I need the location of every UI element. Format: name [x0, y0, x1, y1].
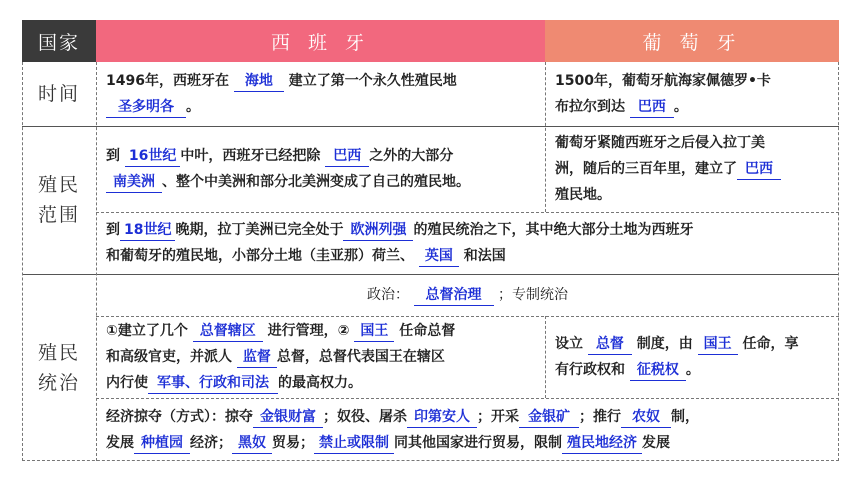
scope-shared-text-4: 和葡萄牙的殖民地，小部分土地（圭亚那）荷兰、	[106, 248, 414, 264]
rule-economy-text-9: 同其他国家进行贸易，限制	[394, 434, 562, 451]
answer-blank: 监督	[237, 347, 277, 368]
rule-economy-text-1: 经济掠夺（方式）：掠夺	[106, 408, 253, 425]
rule-economy-text-4: ；推行	[579, 408, 621, 425]
scope-spain-text-4: 、整个中美洲和部分北美洲变成了自己的殖民地。	[162, 174, 470, 190]
rule-spain-text-1: ①建立了几个	[106, 323, 188, 339]
answer-blank: 国王	[698, 334, 738, 355]
grid-line	[838, 62, 839, 461]
scope-portugal-text-1: 葡萄牙紧随西班牙之后侵入拉丁美	[555, 135, 765, 151]
rule-spain-text-6: 内行使	[106, 375, 148, 391]
rule-politics-text-2: ；专制统治	[497, 287, 568, 303]
scope-shared-text-5: 和法国	[463, 248, 506, 264]
rule-economy-text-2: ；奴役、屠杀	[323, 408, 407, 425]
answer-blank: 军事、行政和司法	[148, 373, 278, 394]
time-portugal-text-3: 。	[673, 99, 688, 115]
answer-blank: 国王	[354, 321, 394, 342]
rule-economy-text-6: 发展	[106, 434, 134, 451]
answer-blank: 总督辖区	[193, 321, 263, 342]
answer-blank: 金银矿	[519, 407, 579, 428]
rule-portugal-text-5: 。	[685, 362, 700, 378]
scope-shared-text-3: 的殖民统治之下，其中绝大部分土地为西班牙	[413, 222, 694, 238]
scope-spain-cell	[96, 126, 545, 212]
answer-blank: 印第安人	[407, 407, 477, 428]
comparison-table	[22, 20, 839, 461]
grid-line	[545, 316, 546, 398]
rule-spain-text-7: 的最高权力。	[278, 375, 362, 391]
time-spain-cell	[96, 62, 545, 126]
scope-spain-text-3: 之外的大部分	[369, 148, 454, 164]
grid-line	[96, 212, 839, 213]
grid-line	[22, 274, 839, 275]
answer-blank: 种植园	[134, 433, 190, 454]
scope-spain-text-1: 到	[106, 148, 120, 164]
scope-spain-text-2: 中叶，西班牙已经把除	[180, 148, 321, 164]
time-spain-text-3: 。	[186, 99, 200, 115]
rule-portugal-text-4: 有行政权和	[555, 362, 625, 378]
scope-portugal-text-3: 殖民地。	[555, 187, 611, 203]
answer-blank: 英国	[419, 246, 459, 267]
scope-portugal-cell	[545, 126, 839, 212]
time-portugal-cell	[545, 62, 839, 126]
answer-blank: 巴西	[630, 97, 674, 118]
answer-blank: 圣多明各	[106, 97, 186, 118]
answer-blank: 18世纪	[120, 220, 175, 241]
rule-portugal-text-2: 制度，由	[636, 336, 693, 352]
rule-spain-cell	[96, 316, 545, 398]
row-head-scope	[22, 126, 96, 274]
header-country: 国家	[22, 20, 96, 62]
answer-blank: 总督	[588, 334, 632, 355]
grid-line	[96, 62, 97, 461]
rule-spain-text-2: 进行管理，②	[267, 323, 350, 339]
rule-spain-text-5: 总督，总督代表国王在辖区	[276, 349, 445, 365]
answer-blank: 欧洲列强	[343, 220, 413, 241]
rule-economy-cell	[96, 398, 839, 461]
time-spain-text-1: 1496年，西班牙在	[106, 73, 229, 89]
rule-politics-text-1: 政治：	[367, 287, 410, 303]
row-head-rule	[22, 274, 96, 461]
rule-portugal-text-1: 设立	[555, 336, 583, 352]
row-head-time-label: 时间	[37, 83, 80, 105]
answer-blank: 总督治理	[414, 285, 494, 306]
rule-economy-text-3: ；开采	[477, 408, 519, 425]
answer-blank: 巴西	[325, 146, 369, 167]
scope-shared-text-1: 到	[106, 222, 120, 238]
header-portugal: 葡 萄 牙	[545, 20, 839, 62]
grid-line	[545, 62, 546, 212]
rule-portugal-cell	[545, 316, 839, 398]
rule-economy-text-5: 制，	[671, 408, 699, 425]
rule-spain-text-4: 和高级官吏，并派人	[106, 349, 232, 365]
grid-line	[96, 398, 839, 399]
answer-blank: 16世纪	[125, 146, 180, 167]
answer-blank: 黑奴	[232, 433, 272, 454]
rule-economy-text-8: 贸易；	[272, 434, 314, 451]
rule-politics-cell	[96, 274, 839, 316]
row-head-scope-line2: 范围	[37, 204, 80, 226]
answer-blank: 禁止或限制	[314, 433, 394, 454]
time-portugal-text-2: 布拉尔到达	[555, 99, 625, 115]
rule-economy-text-7: 经济；	[190, 434, 232, 451]
grid-line	[96, 316, 839, 317]
rule-spain-text-3: 任命总督	[399, 323, 456, 339]
answer-blank: 巴西	[737, 159, 781, 180]
answer-blank: 农奴	[621, 407, 671, 428]
time-spain-text-2: 建立了第一个永久性殖民地	[288, 73, 457, 89]
answer-blank: 海地	[234, 71, 284, 92]
row-head-rule-line2: 统治	[37, 371, 80, 394]
grid-line	[22, 460, 839, 461]
grid-line	[22, 126, 839, 127]
row-head-time	[22, 62, 96, 126]
row-head-scope-line1: 殖民	[37, 174, 80, 196]
answer-blank: 南美洲	[106, 172, 162, 193]
answer-blank: 殖民地经济	[562, 433, 642, 454]
header-spain: 西 班 牙	[96, 20, 545, 62]
rule-portugal-text-3: 任命，享	[742, 336, 799, 352]
scope-portugal-text-2: 洲，随后的三百年里，建立了	[555, 161, 737, 177]
answer-blank: 征税权	[630, 360, 686, 381]
scope-shared-cell	[96, 212, 839, 274]
grid-line	[22, 62, 23, 461]
rule-economy-text-10: 发展	[642, 434, 670, 451]
row-head-rule-line1: 殖民	[37, 341, 80, 364]
scope-shared-text-2: 晚期，拉丁美洲已完全处于	[175, 222, 344, 238]
time-portugal-text-1: 1500年，葡萄牙航海家佩德罗•卡	[555, 73, 771, 89]
answer-blank: 金银财富	[253, 407, 323, 428]
